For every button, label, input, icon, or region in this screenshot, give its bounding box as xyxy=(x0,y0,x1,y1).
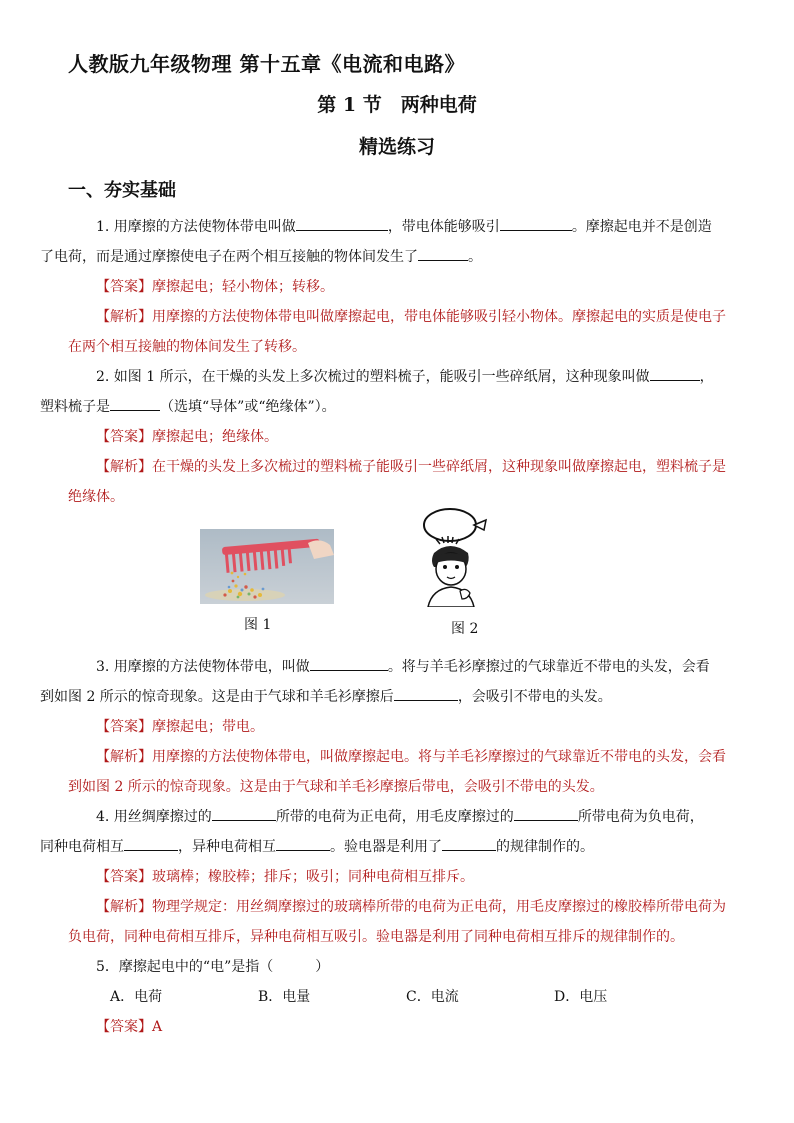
answer-blank xyxy=(442,834,496,851)
figure-1-caption: 图 1 xyxy=(244,617,272,633)
question-1-answer: 【答案】摩擦起电；轻小物体；转移。 xyxy=(96,279,334,295)
answer-blank xyxy=(296,214,388,231)
option-c: C．电流 xyxy=(406,989,459,1005)
answer-blank xyxy=(514,804,578,821)
answer-blank xyxy=(500,214,572,231)
answer-blank xyxy=(212,804,276,821)
option-d: D．电压 xyxy=(554,989,608,1005)
question-2-answer: 【答案】摩擦起电；绝缘体。 xyxy=(96,429,278,445)
figure-2-caption: 图 2 xyxy=(451,621,479,637)
question-1: 1. 用摩擦的方法使物体带电叫做 ，带电体能够吸引 。摩擦起电并不是创造 了电荷，而是通过摩擦使电子在两个相互接触的物体间发生了 。 xyxy=(68,212,728,272)
question-3: 3. 用摩擦的方法使物体带电，叫做 。将与羊毛衫摩擦过的气球靠近不带电的头发，会看 到如图 2 所示的惊奇现象。这是由于气球和羊毛衫摩擦后 ，会吸引不带电的头发。 xyxy=(68,652,728,712)
question-2-analysis: 【解析】在干燥的头发上多次梳过的塑料梳子能吸引一些碎纸屑，这种现象叫做摩擦起电，塑料梳子是绝缘体。 xyxy=(68,459,726,505)
answer-blank xyxy=(650,364,700,381)
section-title: 第 1 节 两种电荷 xyxy=(317,94,477,116)
balloon-hair-figure-2 xyxy=(418,507,494,607)
question-4-answer: 【答案】玻璃棒；橡胶棒；排斥；吸引；同种电荷相互排斥。 xyxy=(96,869,474,885)
answer-blank xyxy=(124,834,178,851)
answer-blank xyxy=(394,684,458,701)
answer-blank xyxy=(110,394,160,411)
section-subtitle: 精选练习 xyxy=(358,136,435,158)
question-4: 4. 用丝绸摩擦过的 所带的电荷为正电荷，用毛皮摩擦过的 所带电荷为负电荷， 同种电荷相互 ，异种电荷相互 。验电器是利用了 的规律制作的。 xyxy=(68,802,728,862)
question-3-answer: 【答案】摩擦起电；带电。 xyxy=(96,719,264,735)
option-a: A．电荷 xyxy=(110,989,163,1005)
part-title: 一、夯实基础 xyxy=(68,180,176,201)
answer-blank xyxy=(310,654,388,671)
question-3-analysis: 【解析】用摩擦的方法使物体带电，叫做摩擦起电。将与羊毛衫摩擦过的气球靠近不带电的头发，会看到如图 2 所示的惊奇现象。这是由于气球和羊毛衫摩擦后带电，会吸引不带电的头发。 xyxy=(68,749,726,795)
answer-blank xyxy=(418,244,468,261)
question-2: 2. 如图 1 所示，在干燥的头发上多次梳过的塑料梳子，能吸引一些碎纸屑，这种现象叫做 ， 塑料梳子是 （选填“导体”或“绝缘体”）。 xyxy=(68,362,728,422)
document-header-title: 人教版九年级物理 第十五章《电流和电路》 xyxy=(68,52,465,76)
comb-photo-figure-1 xyxy=(200,529,334,604)
question-1-analysis: 【解析】用摩擦的方法使物体带电叫做摩擦起电，带电体能够吸引轻小物体。摩擦起电的实质是使电子在两个相互接触的物体间发生了转移。 xyxy=(68,309,726,355)
question-5-answer: 【答案】A xyxy=(96,1019,163,1035)
option-b: B．电量 xyxy=(258,989,311,1005)
question-5-options xyxy=(68,982,728,1012)
question-5: 5．摩擦起电中的“电”是指（ ） xyxy=(96,959,330,975)
question-4-analysis: 【解析】物理学规定：用丝绸摩擦过的玻璃棒所带的电荷为正电荷，用毛皮摩擦过的橡胶棒所带电荷为负电荷，同种电荷相互排斥，异种电荷相互吸引。验电器是利用了同种电荷相互排斥的规律制作的。 xyxy=(68,899,726,945)
answer-blank xyxy=(276,834,330,851)
